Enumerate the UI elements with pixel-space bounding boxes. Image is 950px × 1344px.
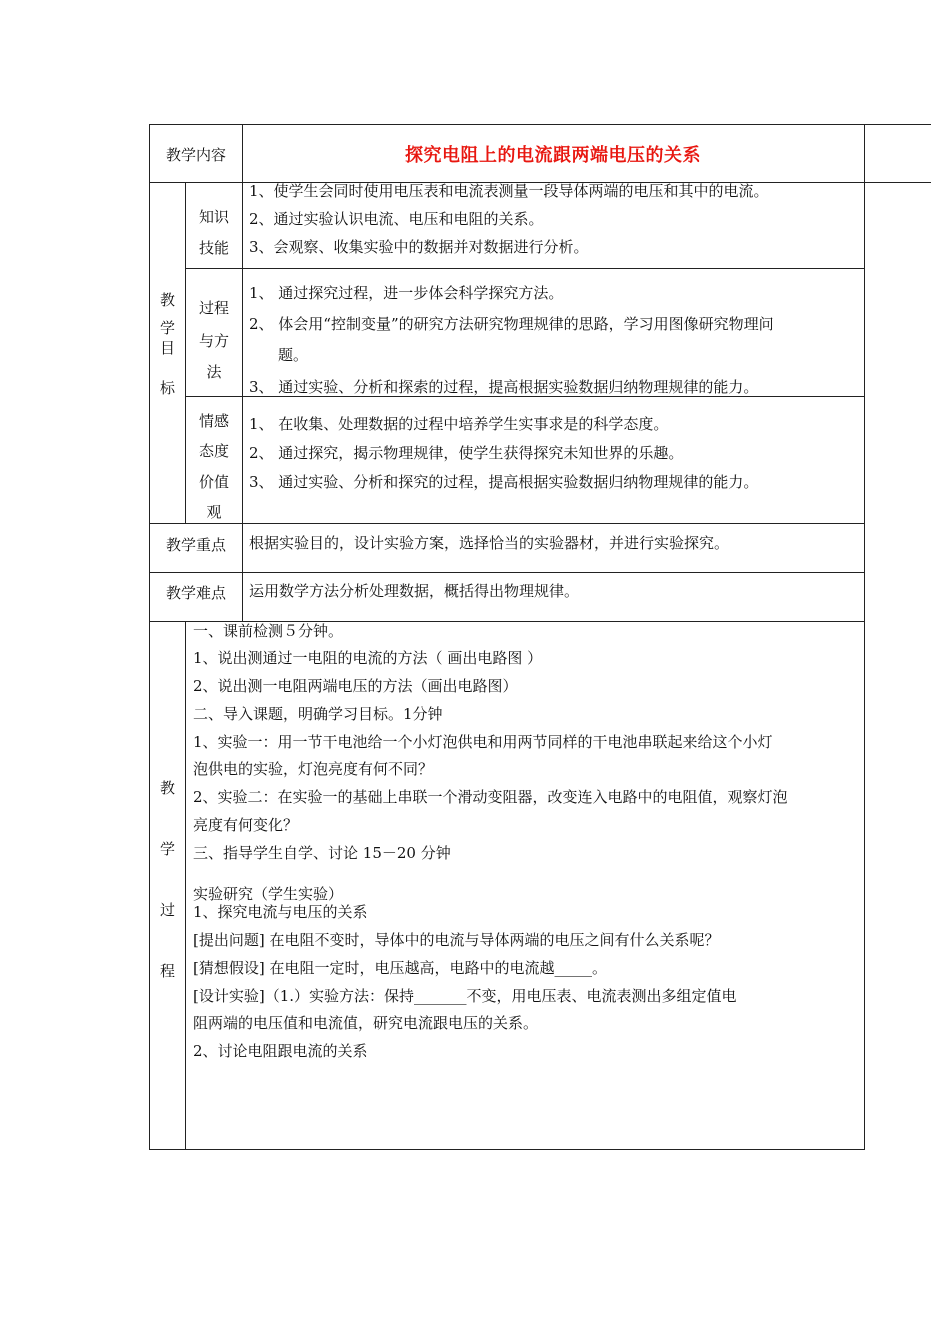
process-item: 题。 — [278, 346, 309, 364]
objectives-label-char: 教 — [159, 291, 175, 309]
table-border-bottom — [149, 1149, 865, 1150]
attitude-item: 1、 在收集、处理数据的过程中培养学生实事求是的科学态度。 — [249, 415, 669, 433]
knowledge-skills-label-line: 技能 — [198, 239, 229, 257]
teaching-process-label-char: 教 — [159, 779, 175, 797]
table-row-divider — [149, 523, 865, 524]
page-title: 探究电阻上的电流跟两端电压的关系 — [405, 145, 701, 166]
teaching-process-label-char: 程 — [159, 962, 175, 980]
knowledge-item: 1、使学生会同时使用电压表和电流表测量一段导体两端的电压和其中的电流。 — [249, 182, 769, 200]
objectives-label-char: 标 — [159, 379, 175, 397]
knowledge-skills-label — [186, 207, 242, 258]
attitude-values-label-line: 情感 — [198, 412, 229, 430]
process-method-label — [186, 298, 242, 382]
process-line: 亮度有何变化？ — [193, 816, 299, 834]
table-border-top — [149, 124, 931, 125]
table-column-divider — [864, 124, 865, 1150]
process-line: 二、导入课题，明确学习目标。1分钟 — [193, 705, 443, 723]
attitude-values-label-line: 观 — [206, 503, 222, 521]
process-line: [设计实验]（1.）实验方法：保持_______不变，用电压表、电流表测出多组定值电 — [193, 987, 737, 1005]
process-line: 2、讨论电阻跟电流的关系 — [193, 1042, 368, 1060]
attitude-item: 3、 通过实验、分析和探究的过程，提高根据实验数据归纳物理规律的能力。 — [249, 473, 759, 491]
process-line: 2、说出测一电阻两端电压的方法（画出电路图） — [193, 677, 518, 695]
teaching-process-label-char: 过 — [159, 901, 175, 919]
difficulties-label: 教学难点 — [165, 584, 226, 602]
attitude-item: 2、 通过探究，揭示物理规律，使学生获得探究未知世界的乐趣。 — [249, 444, 684, 462]
table-column-divider — [242, 182, 243, 622]
process-item: 2、 体会用“控制变量”的研究方法研究物理规律的思路，学习用图像研究物理问 — [249, 315, 774, 333]
table-border-left — [149, 124, 150, 1150]
attitude-values-label-line: 价值 — [198, 473, 229, 491]
process-item: 1、 通过探究过程，进一步体会科学探究方法。 — [249, 284, 564, 302]
teaching-process-label — [150, 778, 185, 981]
attitude-values-label — [186, 411, 242, 522]
process-line: [提出问题] 在电阻不变时，导体中的电流与导体两端的电压之间有什么关系呢？ — [193, 931, 720, 949]
process-line: 阻两端的电压值和电流值，研究电流跟电压的关系。 — [193, 1014, 539, 1032]
teaching-content-label: 教学内容 — [165, 146, 226, 164]
knowledge-item: 2、通过实验认识电流、电压和电阻的关系。 — [249, 210, 544, 228]
process-line: 1、说出测通过一电阻的电流的方法（ 画出电路图 ） — [193, 649, 543, 667]
key-points-label: 教学重点 — [165, 536, 226, 554]
objectives-label-char: 学 — [159, 319, 175, 337]
difficulties-text: 运用数学方法分析处理数据，概括得出物理规律。 — [249, 582, 580, 600]
process-line: 1、探究电流与电压的关系 — [193, 903, 368, 921]
table-row-divider — [185, 268, 865, 269]
process-method-label-line: 过程 — [198, 299, 229, 317]
process-line: 2、实验二：在实验一的基础上串联一个滑动变阻器，改变连入电路中的电阻值，观察灯泡 — [193, 788, 788, 806]
key-points-text: 根据实验目的，设计实验方案，选择恰当的实验器材，并进行实验探究。 — [249, 534, 730, 552]
objectives-label-char: 目 — [159, 339, 175, 357]
knowledge-item: 3、会观察、收集实验中的数据并对数据进行分析。 — [249, 238, 589, 256]
process-line: 三、指导学生自学、讨论 15－20 分钟 — [193, 844, 451, 862]
attitude-values-label-line: 态度 — [198, 442, 229, 460]
process-line: 实验研究（学生实验） — [193, 885, 344, 903]
process-line: [猜想假设] 在电阻一定时，电压越高，电路中的电流越_____。 — [193, 959, 607, 977]
process-item: 3、 通过实验、分析和探索的过程，提高根据实验数据归纳物理规律的能力。 — [249, 378, 759, 396]
process-method-label-line: 与方 — [198, 332, 229, 350]
objectives-label — [150, 290, 185, 398]
knowledge-skills-label-line: 知识 — [198, 208, 229, 226]
process-line: 泡供电的实验，灯泡亮度有何不同？ — [193, 760, 434, 778]
teaching-process-label-char: 学 — [159, 840, 175, 858]
table-row-divider — [149, 572, 865, 573]
process-line: 1、实验一：用一节干电池给一个小灯泡供电和用两节同样的干电池串联起来给这个小灯 — [193, 733, 773, 751]
table-column-divider — [185, 621, 186, 1150]
process-line: 一、课前检测５分钟。 — [193, 622, 344, 640]
process-method-label-line: 法 — [206, 363, 222, 381]
